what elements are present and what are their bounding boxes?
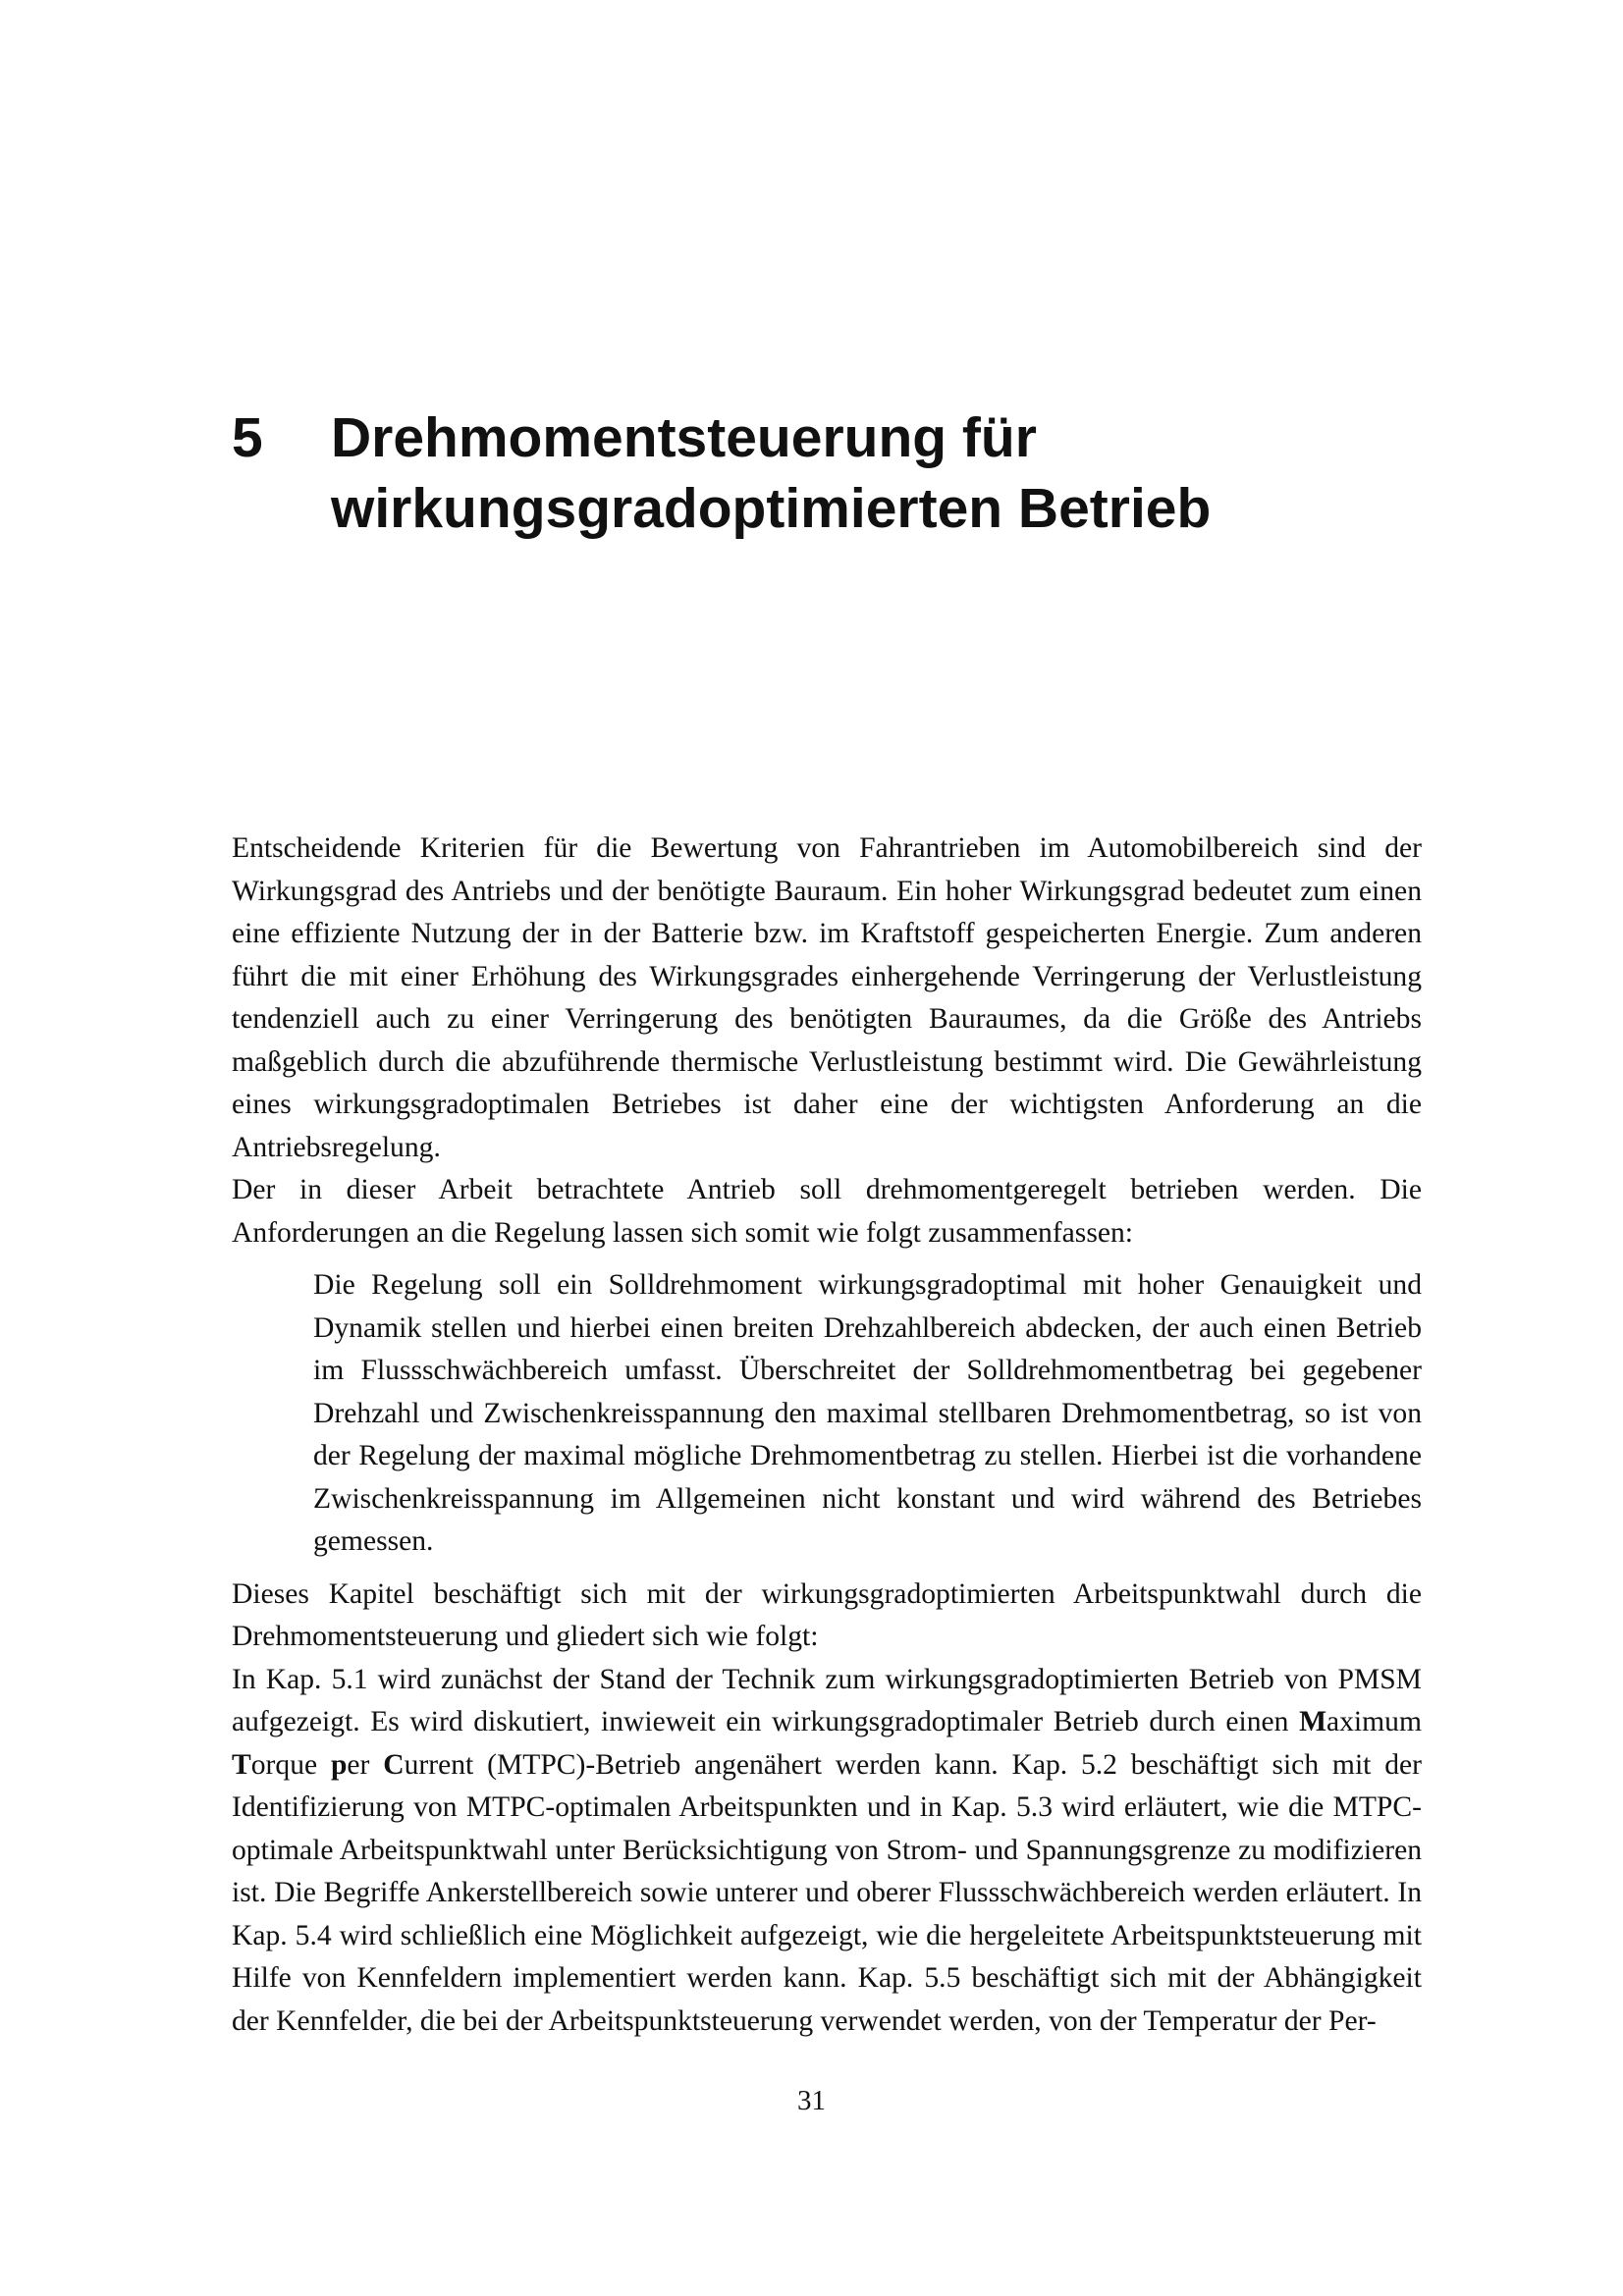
mtpc-word-orque: orque — [250, 1748, 331, 1781]
mtpc-word-urrent: urrent — [404, 1748, 474, 1781]
mtpc-letter-c: C — [383, 1748, 405, 1781]
mtpc-letter-m: M — [1299, 1706, 1326, 1737]
outline-text-part-2: (MTPC)-Betrieb angenähert werden kann. Kap. 5.2 beschäftigt sich mit der Identifizierung von MTPC-optimalen Arbeitspunkten und in Kap. 5.3 wird erläutert, wie die MTPC-optimale Arbeitspunktwahl unter Berücksichtigung von Strom- und Spannungsgrenze zu modifizieren ist. Die Begriffe Ankerstellbereich sowie unterer und oberer Flussschwächbereich werden erläutert. In Kap. 5.4 wird schließlich eine Möglichkeit aufgezeigt, wie die hergeleitete Arbeitspunktsteuerung mit Hilfe von Kennfeldern implementiert werden kann. Kap. 5.5 beschäftigt sich mit der Abhängigkeit der Kennfelder, die bei der Arbeitspunktsteuerung verwendet werden, von der Temperatur der Per- — [232, 1748, 1422, 2037]
chapter-title — [331, 402, 1439, 544]
chapter-title-line-2: wirkungsgradoptimierten Betrieb — [331, 477, 1212, 540]
body-text — [232, 828, 1422, 2043]
chapter-number: 5 — [232, 406, 263, 469]
requirements-lead-paragraph: Der in dieser Arbeit betrachtete Antrieb soll drehmomentgeregelt betrieben werden. Die Anforderungen an die Regelung lassen sich somit wie folgt zusammenfassen: — [232, 1174, 1422, 1249]
outline-text-part-1: In Kap. 5.1 wird zunächst der Stand der Technik zum wirkungsgradoptimierten Betrieb von PMSM aufgezeigt. Es wird diskutiert, inwieweit ein wirkungsgradoptimaler Betrieb durch einen — [232, 1663, 1422, 1737]
chapter-overview-paragraph: Dieses Kapitel beschäftigt sich mit der wirkungsgradoptimierten Arbeitspunktwahl durch die Drehmomentsteuerung und gliedert sich wie folgt: — [232, 1577, 1422, 1652]
intro-paragraph: Entscheidende Kriterien für die Bewertung von Fahrantrieben im Automobilbereich sind der Wirkungsgrad des Antriebs und der benötigte Bauraum. Ein hoher Wirkungsgrad bedeutet zum einen eine effiziente Nutzung der in der Batterie bzw. im Kraftstoff gespeicherten Energie. Zum anderen führt die mit einer Erhöhung des Wirkungsgrades einhergehende Verringerung der Verlustleistung tendenziell auch zu einer Verringerung des benötigten Bauraumes, da die Größe des Antriebs maßgeblich durch die abzuführende thermische Verlustleistung bestimmt wird. Die Gewährleistung eines wirkungsgradoptimalen Betriebes ist daher eine der wichtigsten Anforderung an die Antriebsregelung. — [232, 832, 1422, 1163]
mtpc-letter-p: p — [330, 1748, 348, 1781]
outline-paragraph — [232, 1659, 1422, 2044]
mtpc-letter-t: T — [232, 1748, 251, 1781]
mtpc-word-er: er — [347, 1748, 384, 1781]
chapter-title-line-1: Drehmomentsteuerung für — [331, 406, 1037, 469]
page-number: 31 — [797, 2085, 826, 2116]
mtpc-word-aximum: aximum — [1326, 1706, 1422, 1737]
requirements-block: Die Regelung soll ein Solldrehmoment wirkungsgradoptimal mit hoher Genauigkeit und Dynamik stellen und hierbei einen breiten Drehzahlbereich abdecken, der auch einen Betrieb im Flussschwächbereich umfasst. Überschreitet der Solldrehmomentbetrag bei gegebener Drehzahl und Zwischenkreisspannung den maximal stellbaren Drehmomentbetrag, so ist von der Regelung der maximal mögliche Drehmomentbetrag zu stellen. Hierbei ist die vorhandene Zwischenkreisspannung im Allgemeinen nicht konstant und wird während des Betriebes gemessen. — [313, 1269, 1422, 1557]
